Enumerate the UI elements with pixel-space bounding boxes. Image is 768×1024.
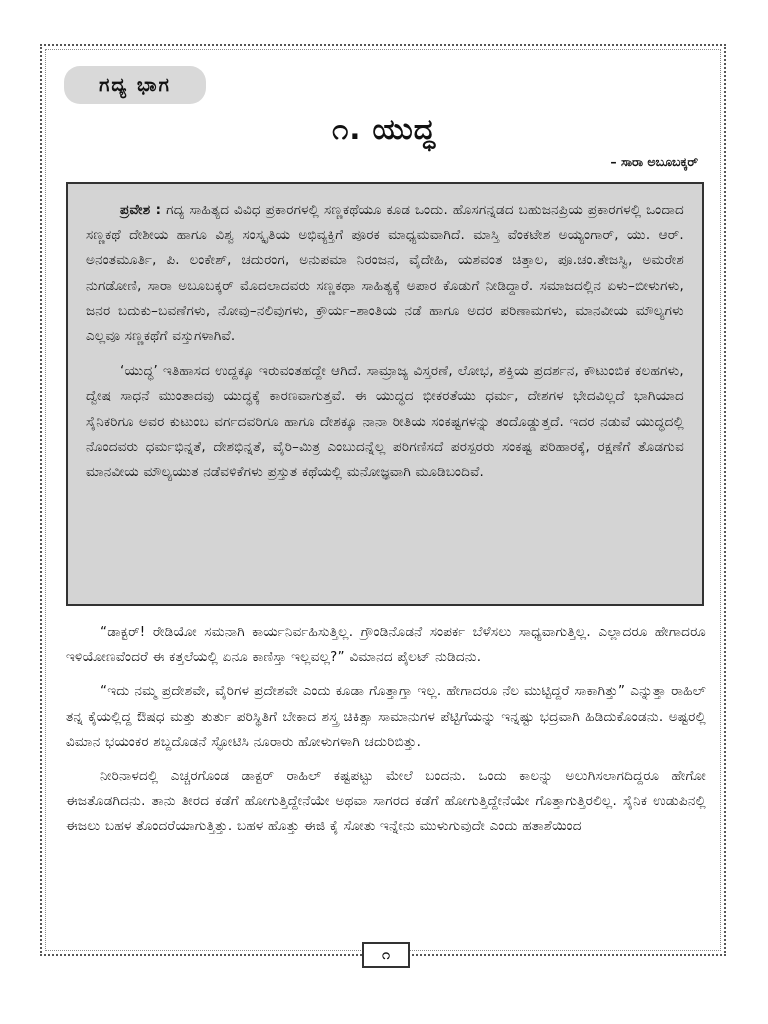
story-paragraph: “ಡಾಕ್ಟರ್! ರೇಡಿಯೋ ಸಮನಾಗಿ ಕಾರ್ಯನಿರ್ವಹಿಸುತ್ತಿಲ್ಲ. ಗ್ರೌಂಡಿನೊಡನೆ ಸಂಪರ್ಕ ಬೆಳೆಸಲು ಸಾಧ್ಯವಾಗುತ್ತಿಲ್ಲ. ಎಲ್ಲಾದರೂ ಹೇಗಾದರೂ ಇಳಿಯೋಣವೆಂದರೆ ಈ ಕತ್ತಲೆಯಲ್ಲಿ ಏನೂ ಕಾಣಿಸ್ತಾ ಇಲ್ಲವಲ್ಲ?” ವಿಮಾನದ ಪೈಲಟ್ ನುಡಿದನು. [66, 625, 706, 666]
page-number-text: ೧ [382, 947, 390, 963]
story-paragraph: “ಇದು ನಮ್ಮ ಪ್ರದೇಶವೇ, ವೈರಿಗಳ ಪ್ರದೇಶವೇ ಎಂದು ಕೂಡಾ ಗೊತ್ತಾಗ್ತಾ ಇಲ್ಲ. ಹೇಗಾದರೂ ನೆಲ ಮುಟ್ಟಿದ್ದರೆ ಸಾಕಾಗಿತ್ತು” ಎನ್ನುತ್ತಾ ರಾಹಿಲ್ ತನ್ನ ಕೈಯಲ್ಲಿದ್ದ ಔಷಧ ಮತ್ತು ತುರ್ತು ಪರಿಸ್ಥಿತಿಗೆ ಬೇಕಾದ ಶಸ್ತ್ರ ಚಿಕಿತ್ಸಾ ಸಾಮಾನುಗಳ ಪೆಟ್ಟಿಗೆಯನ್ನು ಇನ್ನಷ್ಟು ಭದ್ರವಾಗಿ ಹಿಡಿದುಕೊಂಡನು. ಅಷ್ಟರಲ್ಲಿ ವಿಮಾನ ಭಯಂಕರ ಶಬ್ದದೊಡನೆ ಸ್ಫೋಟಿಸಿ ನೂರಾರು ಹೋಳುಗಳಾಗಿ ಚದುರಿಬಿತ್ತು. [66, 684, 706, 750]
section-label-text: ಗದ್ಯ ಭಾಗ [99, 74, 171, 96]
story-body [66, 620, 706, 849]
introduction-box [66, 182, 704, 606]
section-label [64, 66, 206, 104]
intro-paragraph [86, 198, 684, 349]
intro-label: ಪ್ರವೇಶ : [120, 203, 162, 218]
intro-paragraph: ‘ಯುದ್ಧ’ ಇತಿಹಾಸದ ಉದ್ದಕ್ಕೂ ಇರುವಂತಹದ್ದೇ ಆಗಿದೆ. ಸಾಮ್ರಾಜ್ಯ ವಿಸ್ತರಣೆ, ಲೋಭ, ಶಕ್ತಿಯ ಪ್ರದರ್ಶನ, ಕೌಟುಂಬಿಕ ಕಲಹಗಳು, ದ್ವೇಷ ಸಾಧನೆ ಮುಂತಾದವು ಯುದ್ಧಕ್ಕೆ ಕಾರಣವಾಗುತ್ತವೆ. ಈ ಯುದ್ಧದ ಭೀಕರತೆಯು ಧರ್ಮ, ದೇಶಗಳ ಭೇದವಿಲ್ಲದೆ ಭಾಗಿಯಾದ ಸೈನಿಕರಿಗೂ ಅವರ ಕುಟುಂಬ ವರ್ಗದವರಿಗೂ ಹಾಗೂ ದೇಶಕ್ಕೂ ನಾನಾ ರೀತಿಯ ಸಂಕಷ್ಟಗಳನ್ನು ತಂದೊಡ್ಡುತ್ತದೆ. ಇದರ ನಡುವೆ ಯುದ್ಧದಲ್ಲಿ ನೊಂದವರು ಧರ್ಮಭಿನ್ನತೆ, ದೇಶಭಿನ್ನತೆ, ವೈರಿ–ಮಿತ್ರ ಎಂಬುದನ್ನೆಲ್ಲ ಪರಿಗಣಿಸದೆ ಪರಸ್ಪರರು ಸಂಕಷ್ಟ ಪರಿಹಾರಕ್ಕೆ, ರಕ್ಷಣೆಗೆ ತೊಡಗುವ ಮಾನವೀಯ ಮೌಲ್ಯಯುತ ನಡೆವಳಿಕೆಗಳು ಪ್ರಸ್ತುತ ಕಥೆಯಲ್ಲಿ ಮನೋಜ್ಞವಾಗಿ ಮೂಡಿಬಂದಿವೆ. [86, 364, 684, 481]
lesson-title: ೧. ಯುದ್ಧ [332, 112, 436, 146]
story-paragraph: ನೀರಿನಾಳದಲ್ಲಿ ಎಚ್ಚರಗೊಂಡ ಡಾಕ್ಟರ್ ರಾಹಿಲ್ ಕಷ್ಟಪಟ್ಟು ಮೇಲೆ ಬಂದನು. ಒಂದು ಕಾಲನ್ನು ಅಲುಗಿಸಲಾಗದಿದ್ದರೂ ಹೇಗೋ ಈಜತೊಡಗಿದನು. ತಾನು ತೀರದ ಕಡೆಗೆ ಹೋಗುತ್ತಿದ್ದೇನೆಯೇ ಅಥವಾ ಸಾಗರದ ಕಡೆಗೆ ಹೋಗುತ್ತಿದ್ದೇನೆಯೇ ಗೊತ್ತಾಗುತ್ತಿರಲಿಲ್ಲ. ಸೈನಿಕ ಉಡುಪಿನಲ್ಲಿ ಈಜಲು ಬಹಳ ತೊಂದರೆಯಾಗುತ್ತಿತ್ತು. ಬಹಳ ಹೊತ್ತು ಈಜಿ ಕೈ ಸೋತು ಇನ್ನೇನು ಮುಳುಗುವುದೇ ಎಂದು ಹತಾಶೆಯಿಂದ [66, 769, 706, 835]
author-name: – ಸಾರಾ ಅಬೂಬಕ್ಕರ್ [610, 154, 698, 169]
page-number [362, 942, 410, 968]
intro-text: ಗದ್ಯ ಸಾಹಿತ್ಯದ ವಿವಿಧ ಪ್ರಕಾರಗಳಲ್ಲಿ ಸಣ್ಣಕಥೆಯೂ ಕೂಡ ಒಂದು. ಹೊಸಗನ್ನಡದ ಬಹುಜನಪ್ರಿಯ ಪ್ರಕಾರಗಳಲ್ಲಿ ಒಂದಾದ ಸಣ್ಣಕಥೆ ದೇಶೀಯ ಹಾಗೂ ವಿಶ್ವ ಸಂಸ್ಕೃತಿಯ ಅಭಿವ್ಯಕ್ತಿಗೆ ಪೂರಕ ಮಾಧ್ಯಮವಾಗಿದೆ. ಮಾಸ್ತಿ ವೆಂಕಟೇಶ ಅಯ್ಯಂಗಾರ್, ಯು. ಆರ್. ಅನಂತಮೂರ್ತಿ, ಪಿ. ಲಂಕೇಶ್, ಚದುರಂಗ, ಅನುಪಮಾ ನಿರಂಜನ, ವೈದೇಹಿ, ಯಶವಂತ ಚಿತ್ತಾಲ, ಪೂ.ಚಂ.ತೇಜಸ್ವಿ, ಅಮರೇಶ ನುಗಡೋಣಿ, ಸಾರಾ ಅಬೂಬಕ್ಕರ್ ಮೊದಲಾದವರು ಸಣ್ಣಕಥಾ ಸಾಹಿತ್ಯಕ್ಕೆ ಅಪಾರ ಕೊಡುಗೆ ನೀಡಿದ್ದಾರೆ. ಸಮಾಜದಲ್ಲಿನ ಏಳು–ಬೀಳುಗಳು, ಜನರ ಬದುಕು–ಬವಣೆಗಳು, ನೋವು–ನಲಿವುಗಳು, ಕ್ರೌರ್ಯ–ಶಾಂತಿಯ ನಡೆ ಹಾಗೂ ಅದರ ಪರಿಣಾಮಗಳು, ಮಾನವೀಯ ಮೌಲ್ಯಗಳು ಎಲ್ಲವೂ ಸಣ್ಣಕಥೆಗೆ ವಸ್ತುಗಳಾಗಿವೆ. [86, 203, 684, 345]
